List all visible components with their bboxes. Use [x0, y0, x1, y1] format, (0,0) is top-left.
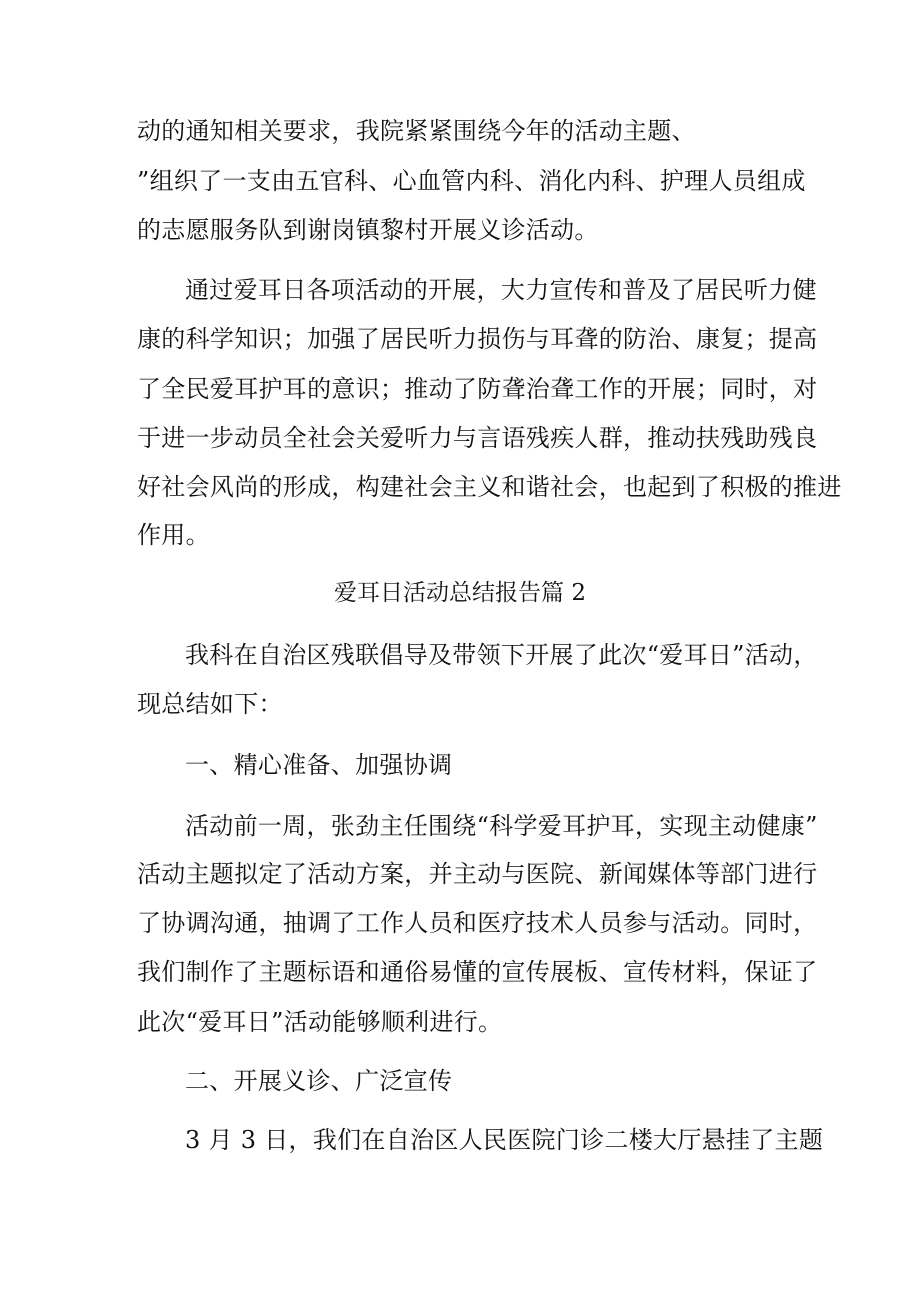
paragraph-line: 于进一步动员全社会关爱听力与言语残疾人群，推动扶残助残良: [137, 424, 818, 452]
section-heading: 二、开展义诊、广泛宣传: [185, 1067, 453, 1095]
paragraph-line: 作用。: [137, 521, 210, 549]
paragraph-line: 我们制作了主题标语和通俗易懂的宣传展板、宣传材料，保证了: [137, 958, 818, 986]
paragraph-line: 此次“爱耳日”活动能够顺利进行。: [137, 1008, 503, 1036]
paragraph-line: 现总结如下：: [137, 690, 283, 718]
section-title: 爱耳日活动总结报告篇 2: [334, 580, 586, 606]
paragraph-line: 活动前一周，张劲主任围绕“科学爱耳护耳，实现主动健康”: [185, 812, 818, 840]
paragraph-line: 3 月 3 日，我们在自治区人民医院门诊二楼大厅悬挂了主题: [185, 1126, 824, 1154]
paragraph-line: 好社会风尚的形成，构建社会主义和谐社会，也起到了积极的推进: [137, 473, 842, 501]
paragraph-line: 动的通知相关要求，我院紧紧围绕今年的活动主题、: [137, 117, 696, 145]
paragraph-line: 我科在自治区残联倡导及带领下开展了此次“爱耳日”活动，: [185, 641, 818, 669]
paragraph-line: 了协调沟通，抽调了工作人员和医疗技术人员参与活动。同时，: [137, 909, 818, 937]
paragraph-line: 通过爱耳日各项活动的开展，大力宣传和普及了居民听力健: [185, 276, 817, 304]
paragraph-line: 了全民爱耳护耳的意识；推动了防聋治聋工作的开展；同时，对: [137, 375, 818, 403]
section-heading: 一、精心准备、加强协调: [185, 751, 453, 779]
paragraph-line: 的志愿服务队到谢岗镇黎村开展义诊活动。: [137, 216, 599, 244]
paragraph-line: ”组织了一支由五官科、心血管内科、消化内科、护理人员组成: [137, 167, 806, 195]
paragraph-line: 康的科学知识；加强了居民听力损伤与耳聋的防治、康复；提高: [137, 325, 818, 353]
paragraph-line: 活动主题拟定了活动方案，并主动与医院、新闻媒体等部门进行: [137, 860, 818, 888]
